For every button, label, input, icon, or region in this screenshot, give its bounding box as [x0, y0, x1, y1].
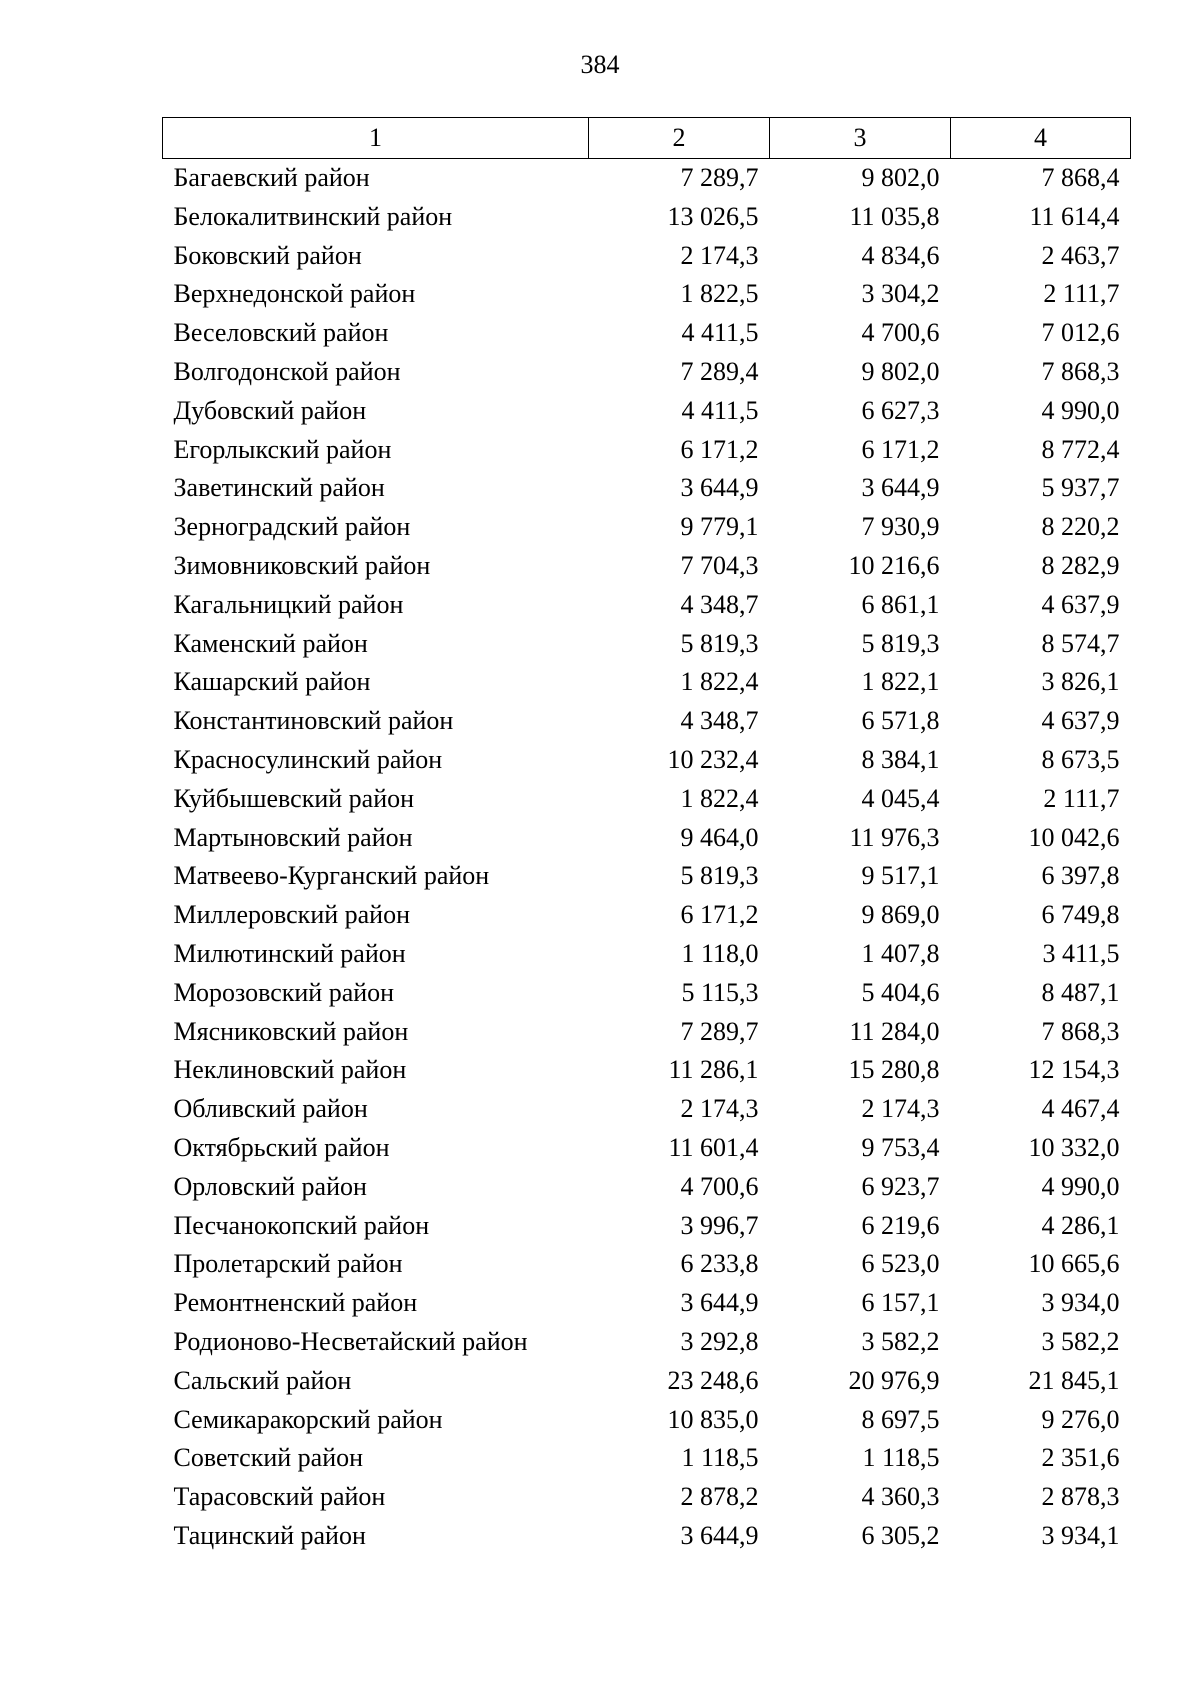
value-cell-col4: 21 845,1 [1028, 1365, 1120, 1395]
value-cell-col2: 5 819,3 [680, 628, 759, 658]
value-cell-col4: 11 614,4 [1029, 201, 1120, 231]
table-row [163, 275, 1131, 314]
district-name-cell: Белокалитвинский район [173, 201, 453, 231]
district-name-cell: Волгодонской район [173, 356, 401, 386]
value-cell-col3: 10 216,6 [848, 550, 940, 580]
district-name-cell: Дубовский район [173, 395, 367, 425]
value-cell-col3: 4 360,3 [861, 1482, 940, 1512]
district-name-cell: Константиновский район [173, 706, 454, 736]
value-cell-col4: 2 111,7 [1043, 279, 1120, 309]
value-cell-col3: 4 045,4 [861, 783, 940, 813]
table-row [163, 663, 1131, 702]
value-cell-col3: 6 861,1 [861, 589, 940, 619]
table-row [163, 1439, 1131, 1478]
district-name-cell: Ремонтненский район [173, 1288, 418, 1318]
table-row [163, 1013, 1131, 1052]
district-name-cell: Морозовский район [173, 977, 395, 1007]
value-cell-col2: 3 996,7 [680, 1210, 759, 1240]
value-cell-col2: 4 700,6 [680, 1171, 759, 1201]
value-cell-col3: 6 571,8 [861, 706, 940, 736]
table-row [163, 896, 1131, 935]
value-cell-col2: 3 644,9 [680, 473, 759, 503]
value-cell-col3: 9 802,0 [861, 163, 940, 192]
district-name-cell: Верхнедонской район [173, 279, 416, 309]
table-row [163, 198, 1131, 237]
value-cell-col3: 7 930,9 [861, 512, 940, 542]
value-cell-col4: 10 042,6 [1028, 822, 1120, 852]
district-name-cell: Заветинский район [173, 473, 385, 503]
value-cell-col3: 9 869,0 [861, 900, 940, 930]
value-cell-col3: 8 697,5 [861, 1404, 940, 1434]
value-cell-col3: 6 171,2 [861, 434, 940, 464]
value-cell-col2: 11 286,1 [668, 1055, 759, 1085]
district-name-cell: Матвеево-Курганский район [173, 861, 490, 891]
value-cell-col4: 4 286,1 [1041, 1210, 1120, 1240]
value-cell-col2: 2 174,3 [680, 1094, 759, 1124]
value-cell-col4: 10 665,6 [1028, 1249, 1120, 1279]
value-cell-col2: 1 822,4 [680, 783, 759, 813]
district-name-cell: Егорлыкский район [173, 434, 392, 464]
value-cell-col3: 9 802,0 [861, 356, 940, 386]
table-row [163, 819, 1131, 858]
value-cell-col2: 9 464,0 [680, 822, 759, 852]
value-cell-col4: 12 154,3 [1028, 1055, 1120, 1085]
table-row [163, 741, 1131, 780]
district-name-cell: Кашарский район [173, 667, 371, 697]
value-cell-col3: 6 627,3 [861, 395, 940, 425]
value-cell-col2: 4 348,7 [680, 706, 759, 736]
table-row [163, 625, 1131, 664]
district-name-cell: Зерноградский район [173, 512, 411, 542]
column-header: 3 [770, 118, 951, 159]
district-name-cell: Тарасовский район [173, 1482, 386, 1512]
district-name-cell: Песчанокопский район [173, 1210, 430, 1240]
value-cell-col3: 6 219,6 [861, 1210, 940, 1240]
district-name-cell: Обливский район [173, 1094, 368, 1124]
value-cell-col3: 6 305,2 [861, 1520, 940, 1550]
value-cell-col4: 2 878,3 [1041, 1482, 1120, 1512]
table-header-row [163, 118, 1131, 159]
value-cell-col3: 3 644,9 [861, 473, 940, 503]
district-name-cell: Сальский район [173, 1365, 352, 1395]
table-row [163, 1401, 1131, 1440]
table-row [163, 780, 1131, 819]
value-cell-col3: 20 976,9 [848, 1365, 940, 1395]
value-cell-col3: 1 118,5 [862, 1443, 940, 1473]
column-header: 1 [163, 118, 589, 159]
value-cell-col4: 3 582,2 [1041, 1326, 1120, 1356]
value-cell-col4: 3 934,1 [1041, 1520, 1120, 1550]
value-cell-col4: 8 574,7 [1041, 628, 1120, 658]
value-cell-col3: 3 304,2 [861, 279, 940, 309]
district-name-cell: Орловский район [173, 1171, 367, 1201]
value-cell-col4: 10 332,0 [1028, 1132, 1120, 1162]
value-cell-col4: 7 012,6 [1041, 318, 1120, 348]
value-cell-col2: 1 118,0 [681, 938, 759, 968]
table-row [163, 159, 1131, 198]
district-name-cell: Мясниковский район [173, 1016, 409, 1046]
value-cell-col2: 5 819,3 [680, 861, 759, 891]
value-cell-col2: 2 174,3 [680, 240, 759, 270]
district-name-cell: Боковский район [173, 240, 362, 270]
value-cell-col2: 13 026,5 [667, 201, 759, 231]
value-cell-col2: 10 835,0 [667, 1404, 759, 1434]
value-cell-col2: 3 292,8 [680, 1326, 759, 1356]
table-row [163, 857, 1131, 896]
district-name-cell: Октябрьский район [173, 1132, 390, 1162]
district-name-cell: Советский район [173, 1443, 364, 1473]
column-header: 2 [589, 118, 770, 159]
value-cell-col4: 4 637,9 [1041, 589, 1120, 619]
value-cell-col4: 8 772,4 [1041, 434, 1120, 464]
value-cell-col3: 2 174,3 [861, 1094, 940, 1124]
table-row [163, 1517, 1131, 1556]
district-name-cell: Красносулинский район [173, 744, 443, 774]
value-cell-col4: 3 411,5 [1042, 938, 1120, 968]
value-cell-col2: 9 779,1 [680, 512, 759, 542]
value-cell-col4: 7 868,3 [1041, 1016, 1120, 1046]
budget-table [162, 117, 1131, 1556]
value-cell-col4: 4 467,4 [1041, 1094, 1120, 1124]
district-name-cell: Тацинский район [173, 1520, 366, 1550]
district-name-cell: Каменский район [173, 628, 368, 658]
value-cell-col3: 15 280,8 [848, 1055, 940, 1085]
table-body [163, 159, 1131, 1556]
table-row [163, 1323, 1131, 1362]
district-name-cell: Милютинский район [173, 938, 406, 968]
value-cell-col2: 4 348,7 [680, 589, 759, 619]
table-row [163, 547, 1131, 586]
table-row [163, 1284, 1131, 1323]
value-cell-col4: 6 749,8 [1041, 900, 1120, 930]
value-cell-col4: 9 276,0 [1041, 1404, 1120, 1434]
district-name-cell: Пролетарский район [173, 1249, 403, 1279]
value-cell-col2: 11 601,4 [668, 1132, 759, 1162]
value-cell-col4: 5 937,7 [1041, 473, 1120, 503]
value-cell-col2: 5 115,3 [681, 977, 759, 1007]
value-cell-col3: 11 035,8 [849, 201, 940, 231]
value-cell-col4: 6 397,8 [1041, 861, 1120, 891]
table-row [163, 314, 1131, 353]
table-row [163, 1168, 1131, 1207]
value-cell-col4: 2 463,7 [1041, 240, 1120, 270]
value-cell-col3: 8 384,1 [861, 744, 940, 774]
value-cell-col4: 7 868,3 [1041, 356, 1120, 386]
value-cell-col3: 3 582,2 [861, 1326, 940, 1356]
district-name-cell: Мартыновский район [173, 822, 413, 852]
value-cell-col3: 9 753,4 [861, 1132, 940, 1162]
district-name-cell: Родионово-Несветайский район [173, 1326, 528, 1356]
district-name-cell: Веселовский район [173, 318, 389, 348]
table-row [163, 586, 1131, 625]
value-cell-col2: 6 233,8 [680, 1249, 759, 1279]
value-cell-col3: 1 822,1 [861, 667, 940, 697]
table-row [163, 431, 1131, 470]
value-cell-col3: 6 523,0 [861, 1249, 940, 1279]
value-cell-col3: 4 700,6 [861, 318, 940, 348]
value-cell-col4: 2 351,6 [1041, 1443, 1120, 1473]
value-cell-col4: 8 673,5 [1041, 744, 1120, 774]
table-row [163, 974, 1131, 1013]
table-row [163, 237, 1131, 276]
district-name-cell: Багаевский район [173, 163, 370, 192]
table-row [163, 508, 1131, 547]
value-cell-col4: 3 826,1 [1041, 667, 1120, 697]
value-cell-col2: 4 411,5 [681, 395, 759, 425]
column-header: 4 [951, 118, 1131, 159]
district-name-cell: Миллеровский район [173, 900, 411, 930]
value-cell-col2: 2 878,2 [680, 1482, 759, 1512]
value-cell-col2: 6 171,2 [680, 900, 759, 930]
table-row [163, 392, 1131, 431]
table-row [163, 1478, 1131, 1517]
table-row [163, 469, 1131, 508]
table-row [163, 1207, 1131, 1246]
value-cell-col4: 3 934,0 [1041, 1288, 1120, 1318]
table-row [163, 1129, 1131, 1168]
value-cell-col2: 3 644,9 [680, 1288, 759, 1318]
value-cell-col3: 5 819,3 [861, 628, 940, 658]
table-row [163, 935, 1131, 974]
value-cell-col2: 7 289,4 [680, 356, 759, 386]
table-row [163, 353, 1131, 392]
value-cell-col3: 6 157,1 [861, 1288, 940, 1318]
district-name-cell: Семикаракорский район [173, 1404, 443, 1434]
table-row [163, 1090, 1131, 1129]
value-cell-col4: 8 220,2 [1041, 512, 1120, 542]
value-cell-col3: 11 284,0 [849, 1016, 940, 1046]
value-cell-col2: 1 822,4 [680, 667, 759, 697]
value-cell-col2: 6 171,2 [680, 434, 759, 464]
table-row [163, 702, 1131, 741]
value-cell-col4: 4 990,0 [1041, 1171, 1120, 1201]
value-cell-col3: 11 976,3 [849, 822, 940, 852]
value-cell-col2: 7 289,7 [680, 1016, 759, 1046]
value-cell-col2: 10 232,4 [667, 744, 759, 774]
value-cell-col3: 5 404,6 [861, 977, 940, 1007]
value-cell-col2: 1 822,5 [680, 279, 759, 309]
value-cell-col4: 4 990,0 [1041, 395, 1120, 425]
value-cell-col3: 9 517,1 [861, 861, 940, 891]
value-cell-col2: 7 704,3 [680, 550, 759, 580]
district-name-cell: Неклиновский район [173, 1055, 407, 1085]
value-cell-col2: 7 289,7 [680, 163, 759, 192]
value-cell-col2: 23 248,6 [667, 1365, 759, 1395]
value-cell-col2: 1 118,5 [681, 1443, 759, 1473]
value-cell-col3: 6 923,7 [861, 1171, 940, 1201]
district-name-cell: Зимовниковский район [173, 550, 431, 580]
value-cell-col3: 4 834,6 [861, 240, 940, 270]
page-number: 384 [580, 50, 620, 79]
value-cell-col4: 4 637,9 [1041, 706, 1120, 736]
table-row [163, 1362, 1131, 1401]
value-cell-col2: 3 644,9 [680, 1520, 759, 1550]
table-row [163, 1051, 1131, 1090]
value-cell-col4: 8 487,1 [1041, 977, 1120, 1007]
value-cell-col2: 4 411,5 [681, 318, 759, 348]
value-cell-col4: 7 868,4 [1041, 163, 1120, 192]
district-name-cell: Кагальницкий район [173, 589, 404, 619]
value-cell-col4: 2 111,7 [1043, 783, 1120, 813]
district-name-cell: Куйбышевский район [173, 783, 415, 813]
table-row [163, 1245, 1131, 1284]
value-cell-col3: 1 407,8 [861, 938, 940, 968]
value-cell-col4: 8 282,9 [1041, 550, 1120, 580]
